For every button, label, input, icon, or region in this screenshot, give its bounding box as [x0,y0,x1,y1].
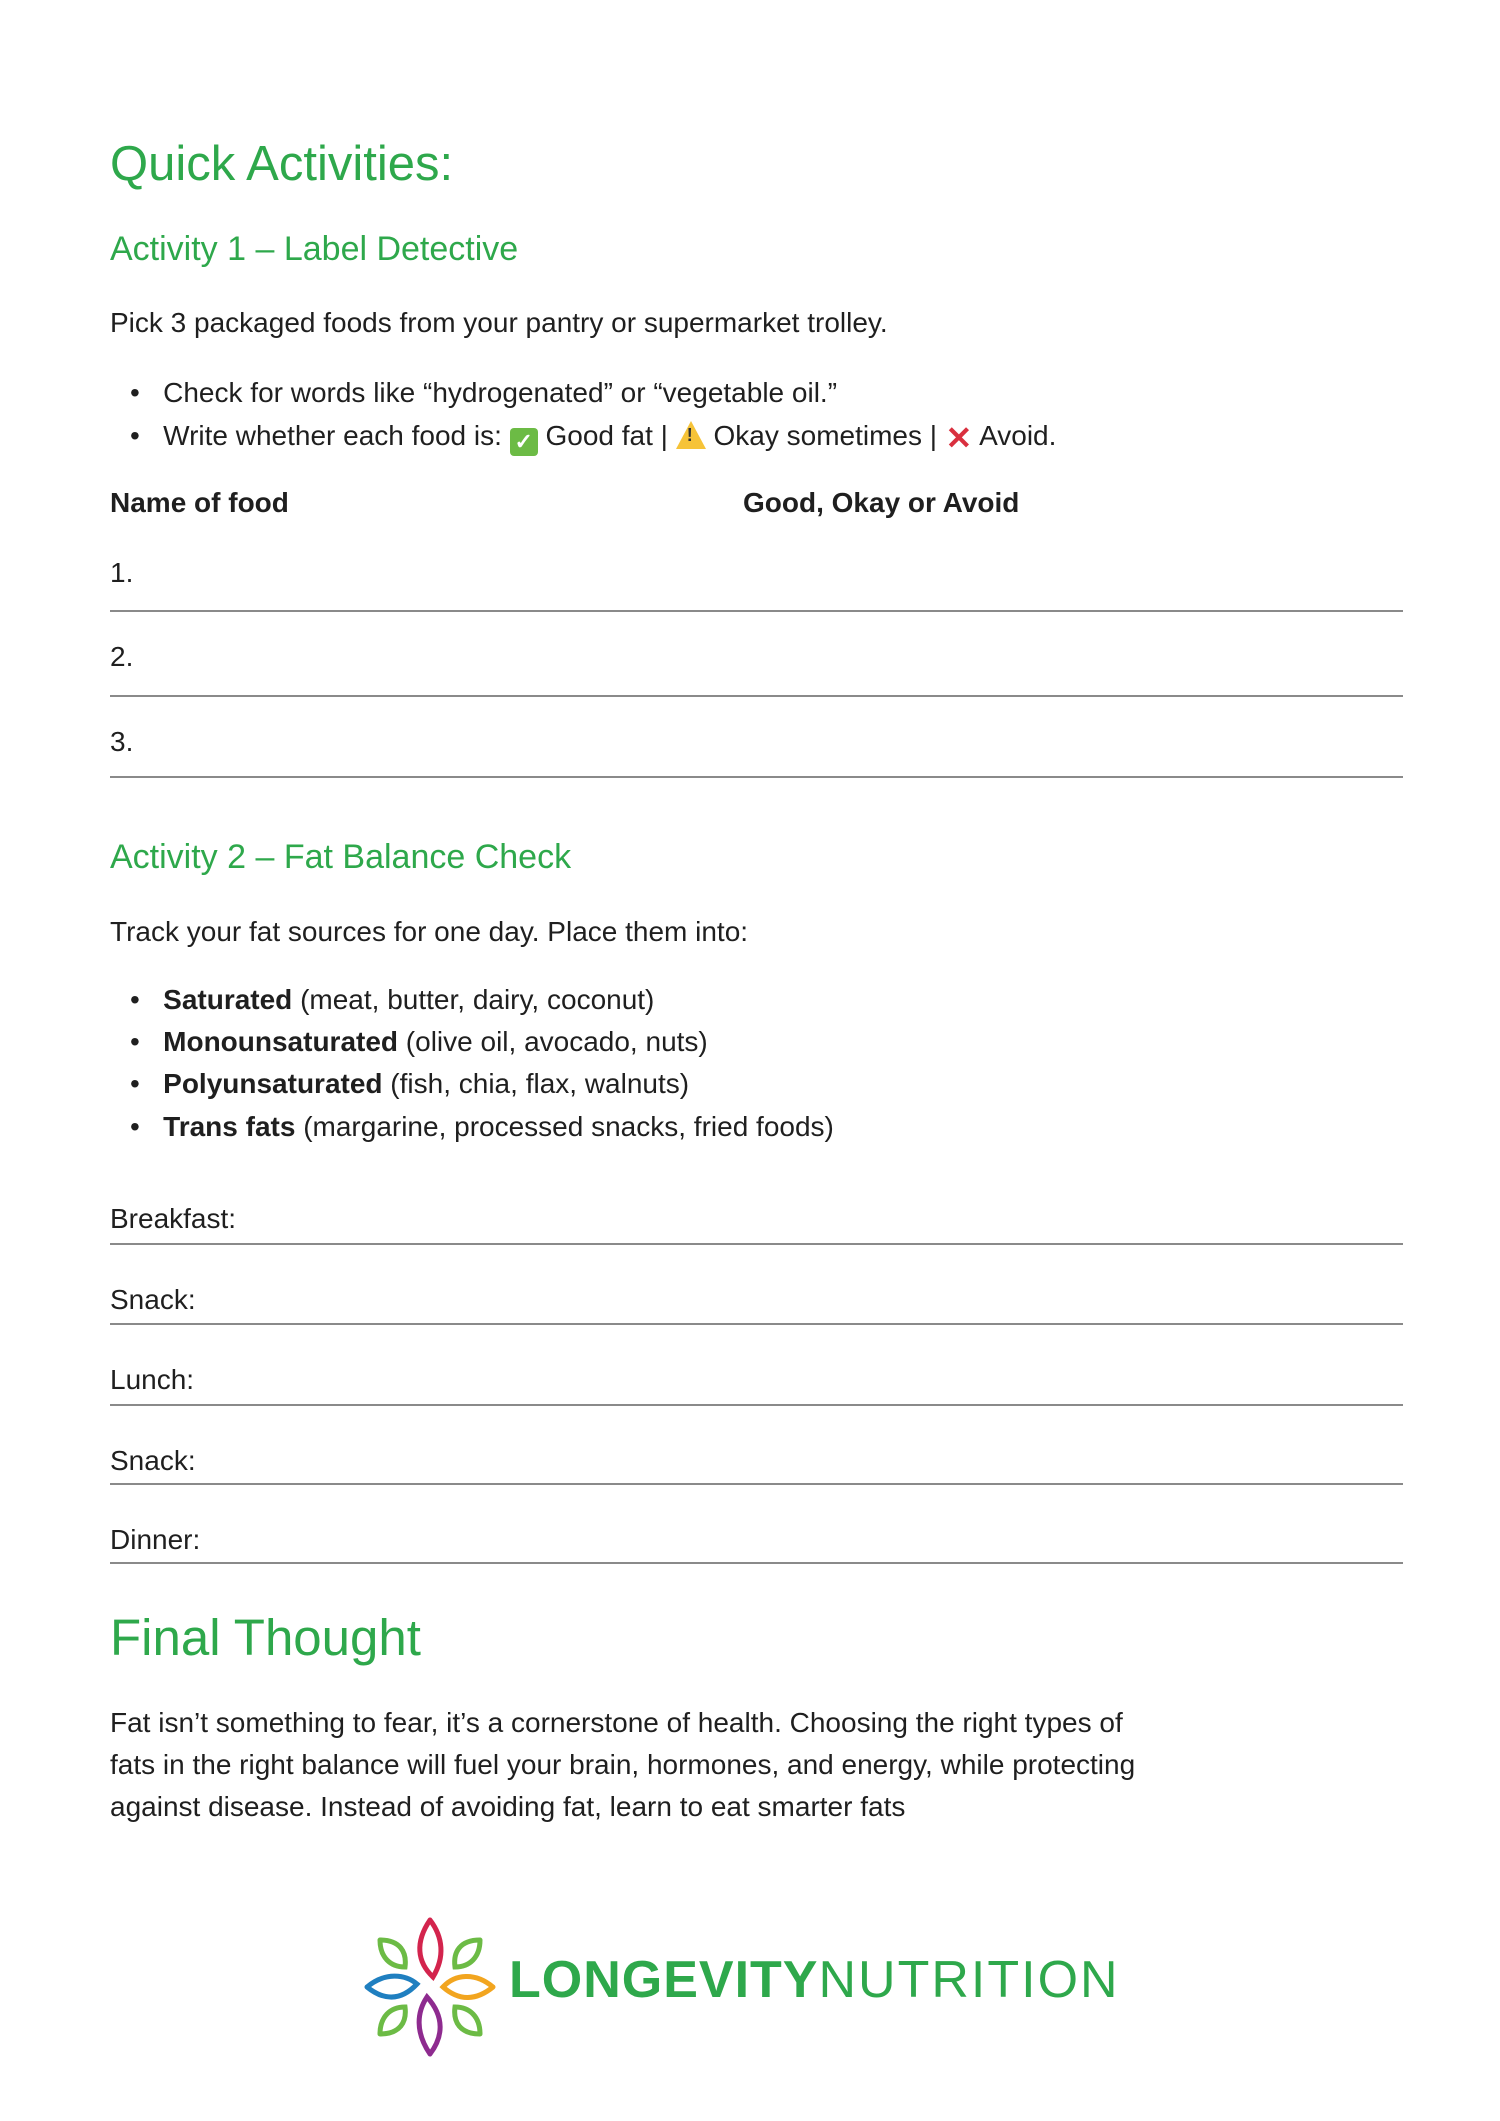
fat-type-item: • Trans fats (margarine, processed snacks, fried foods) [130,1111,834,1142]
meal-label-dinner: Dinner: [110,1524,201,1555]
final-paragraph-line: fats in the right balance will fuel your brain, hormones, and energy, while protecting [110,1749,1136,1780]
logo-bold-text: LONGEVITY [509,1951,819,2009]
row-number: 3. [110,726,134,757]
logo-wordmark [509,1951,1120,2009]
avoid-label: Avoid. [979,420,1057,451]
bullet-list-item: • Check for words like “hydrogenated” or “vegetable oil.” [130,377,838,408]
fat-type-item: • Saturated (meat, butter, dairy, coconut) [130,984,655,1015]
longevity-nutrition-logo [355,1912,1175,2062]
bullet-text: Check for words like “hydrogenated” or “vegetable oil.” [163,377,838,408]
write-line[interactable] [110,1323,1403,1325]
write-line[interactable] [110,776,1403,778]
fat-type-examples: (margarine, processed snacks, fried foods) [295,1111,834,1142]
fat-type-term: Polyunsaturated [163,1068,383,1099]
bullet-list-item: • Write whether each food is: ✓ Good fat | ! Okay sometimes | ✕ Avoid. [130,420,1057,456]
final-thought-heading: Final Thought [110,1609,421,1666]
activity2-intro: Track your fat sources for one day. Place them into: [110,916,749,947]
write-line[interactable] [110,695,1403,697]
leaf-flower-icon [355,1912,505,2062]
fat-type-term: Monounsaturated [163,1026,399,1057]
fat-type-item: • Monounsaturated (olive oil, avocado, nuts) [130,1026,708,1057]
meal-label-snack: Snack: [110,1445,196,1476]
cross-mark-icon: ✕ [945,420,973,456]
check-mark-icon: ✓ [510,428,538,456]
write-line[interactable] [110,1243,1403,1245]
meal-label-breakfast: Breakfast: [110,1203,237,1234]
activity2-heading: Activity 2 – Fat Balance Check [110,838,572,876]
final-paragraph-line: against disease. Instead of avoiding fat, learn to eat smarter fats [110,1791,906,1822]
write-line[interactable] [110,1483,1403,1485]
fat-type-term: Saturated [163,984,293,1015]
meal-label-lunch: Lunch: [110,1364,195,1395]
row-number: 2. [110,641,134,672]
good-label: Good fat | [545,420,668,451]
fat-type-term: Trans fats [163,1111,296,1142]
activity1-heading: Activity 1 – Label Detective [110,230,519,268]
logo-light-text: NUTRITION [818,1951,1120,2009]
write-line[interactable] [110,1562,1403,1564]
okay-label: Okay sometimes | [713,420,938,451]
warning-icon: ! [676,421,706,449]
meal-label-snack: Snack: [110,1284,196,1315]
row-number: 1. [110,557,134,588]
write-line[interactable] [110,1404,1403,1406]
column-header-food: Name of food [110,487,289,518]
write-line[interactable] [110,610,1403,612]
final-paragraph-line: Fat isn’t something to fear, it’s a cornerstone of health. Choosing the right types of [110,1707,1123,1738]
bullet-text: Write whether each food is: [163,420,502,451]
fat-type-examples: (fish, chia, flax, walnuts) [382,1068,690,1099]
page-title: Quick Activities: [110,137,454,191]
activity1-intro: Pick 3 packaged foods from your pantry or supermarket trolley. [110,307,888,338]
fat-type-item: • Polyunsaturated (fish, chia, flax, walnuts) [130,1068,690,1099]
column-header-rating: Good, Okay or Avoid [743,487,1020,518]
fat-type-examples: (olive oil, avocado, nuts) [398,1026,708,1057]
fat-type-examples: (meat, butter, dairy, coconut) [292,984,655,1015]
